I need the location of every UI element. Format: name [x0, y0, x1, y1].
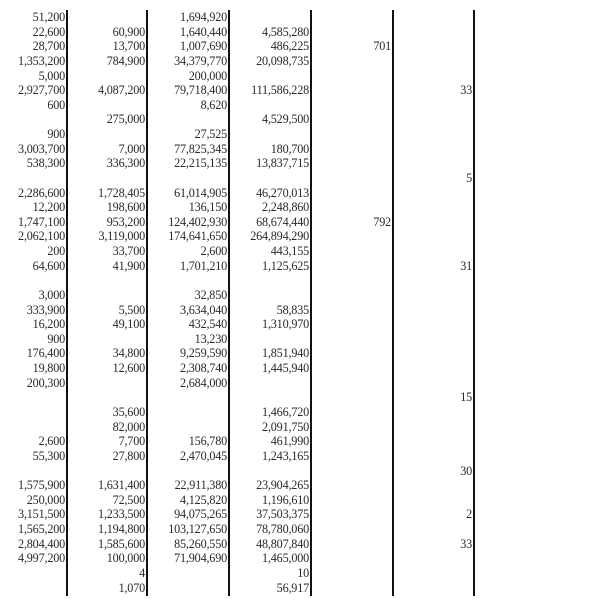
table-cell-col-6: 33 — [460, 83, 472, 98]
table-cell-col-3: 27,525 — [194, 127, 227, 142]
table-cell-col-4: 20,098,735 — [256, 53, 309, 68]
table-cell-col-4: 1,310,970 — [262, 317, 309, 332]
table-row — [0, 69, 600, 84]
table-cell-col-3: 22,215,135 — [174, 156, 227, 171]
table-row — [0, 522, 600, 537]
table-row — [0, 434, 600, 449]
table-cell-col-2: 35,600 — [112, 405, 145, 419]
table-cell-col-3: 79,718,400 — [174, 83, 227, 98]
table-row — [0, 39, 600, 54]
table-cell-col-1: 1,747,100 — [18, 214, 65, 229]
table-cell-col-2: 4 — [139, 565, 145, 580]
table-cell-col-1: 4,997,200 — [18, 551, 65, 566]
table-cell-col-4: 4,529,500 — [262, 112, 309, 127]
table-row — [0, 537, 600, 552]
table-cell-col-2: 1,631,400 — [98, 478, 145, 493]
table-row — [0, 346, 600, 361]
table-cell-col-2: 27,800 — [112, 448, 145, 463]
table-cell-col-3: 103,127,650 — [168, 522, 227, 537]
table-cell-col-2: 72,500 — [112, 492, 145, 507]
table-row — [0, 156, 600, 171]
table-row — [0, 332, 600, 347]
table-cell-col-1: 1,565,200 — [18, 522, 65, 537]
table-cell-col-1: 900 — [47, 331, 65, 346]
table-row — [0, 186, 600, 201]
table-cell-col-3: 200,000 — [188, 68, 227, 83]
table-cell-col-2: 49,100 — [112, 317, 145, 332]
table-row — [0, 493, 600, 508]
table-cell-col-3: 34,379,770 — [174, 53, 227, 68]
table-row — [0, 551, 600, 566]
table-row — [0, 449, 600, 464]
table-cell-col-1: 2,062,100 — [18, 229, 65, 244]
table-cell-col-6: 5 — [466, 170, 472, 185]
table-cell-col-4: 180,700 — [270, 141, 309, 156]
table-cell-col-4: 2,248,860 — [262, 200, 309, 215]
table-cell-col-4: 1,445,940 — [262, 361, 309, 376]
table-cell-col-2: 4,087,200 — [98, 83, 145, 98]
table-cell-col-2: 33,700 — [112, 244, 145, 259]
table-cell-col-4: 1,466,720 — [262, 405, 309, 419]
table-row — [0, 581, 600, 596]
table-row — [0, 215, 600, 230]
table-cell-col-4: 10 — [297, 565, 309, 580]
table-cell-col-4: 461,990 — [270, 434, 309, 449]
table-cell-col-1: 538,300 — [26, 156, 65, 171]
table-cell-col-3: 1,694,920 — [180, 10, 227, 24]
table-cell-col-1: 250,000 — [26, 492, 65, 507]
table-cell-col-1: 1,575,900 — [18, 478, 65, 493]
table-cell-col-4: 23,904,265 — [256, 478, 309, 493]
table-cell-col-4: 58,835 — [276, 302, 309, 317]
table-cell-col-2: 13,700 — [112, 39, 145, 54]
table-cell-col-1: 333,900 — [26, 302, 65, 317]
table-cell-col-1: 3,151,500 — [18, 507, 65, 522]
table-cell-col-4: 486,225 — [270, 39, 309, 54]
table-row — [0, 244, 600, 259]
table-cell-col-3: 32,850 — [194, 287, 227, 302]
table-cell-col-2: 7,700 — [118, 434, 145, 449]
table-row — [0, 405, 600, 420]
table-row — [0, 127, 600, 142]
table-cell-col-4: 1,196,610 — [262, 492, 309, 507]
table-cell-col-5: 792 — [373, 214, 391, 229]
table-cell-col-3: 61,014,905 — [174, 185, 227, 200]
table-row — [0, 376, 600, 391]
table-cell-col-3: 136,150 — [188, 200, 227, 215]
table-cell-col-6: 31 — [460, 258, 472, 273]
table-row — [0, 390, 600, 405]
table-row — [0, 83, 600, 98]
table-cell-col-2: 7,000 — [118, 141, 145, 156]
table-cell-col-6: 2 — [466, 507, 472, 522]
table-row — [0, 507, 600, 522]
table-cell-col-4: 78,780,060 — [256, 522, 309, 537]
table-cell-col-3: 124,402,930 — [168, 214, 227, 229]
table-cell-col-3: 9,259,590 — [180, 346, 227, 361]
table-cell-col-4: 48,807,840 — [256, 536, 309, 551]
table-cell-col-1: 200,300 — [26, 375, 65, 390]
table-cell-col-2: 82,000 — [112, 419, 145, 434]
table-cell-col-1: 22,600 — [32, 24, 65, 39]
table-cell-col-1: 64,600 — [32, 258, 65, 273]
table-cell-col-2: 12,600 — [112, 361, 145, 376]
table-cell-col-2: 1,070 — [118, 580, 145, 595]
table-cell-col-1: 3,000 — [38, 287, 65, 302]
table-cell-col-4: 56,917 — [276, 580, 309, 595]
table-row — [0, 361, 600, 376]
table-cell-col-2: 1,194,800 — [98, 522, 145, 537]
table-cell-col-3: 1,701,210 — [180, 258, 227, 273]
table-cell-col-3: 1,007,690 — [180, 39, 227, 54]
table-cell-col-3: 71,904,690 — [174, 551, 227, 566]
table-cell-col-2: 275,000 — [106, 112, 145, 127]
table-row — [0, 478, 600, 493]
table-cell-col-2: 60,900 — [112, 24, 145, 39]
table-cell-col-6: 33 — [460, 536, 472, 551]
table-cell-col-3: 156,780 — [188, 434, 227, 449]
table-cell-col-2: 41,900 — [112, 258, 145, 273]
table-cell-col-4: 264,894,290 — [250, 229, 309, 244]
table-cell-col-3: 2,308,740 — [180, 361, 227, 376]
table-row — [0, 54, 600, 69]
table-cell-col-1: 176,400 — [26, 346, 65, 361]
table-cell-col-1: 2,927,700 — [18, 83, 65, 98]
table-cell-col-1: 2,804,400 — [18, 536, 65, 551]
table-row — [0, 98, 600, 113]
table-row — [0, 273, 600, 288]
table-cell-col-4: 37,503,375 — [256, 507, 309, 522]
table-cell-col-3: 77,825,345 — [174, 141, 227, 156]
table-cell-col-2: 784,900 — [106, 53, 145, 68]
table-cell-col-1: 600 — [47, 97, 65, 112]
table-cell-col-1: 51,200 — [32, 10, 65, 24]
table-row — [0, 288, 600, 303]
table-cell-col-3: 1,640,440 — [180, 24, 227, 39]
table-row — [0, 25, 600, 40]
table-cell-col-1: 55,300 — [32, 448, 65, 463]
table-cell-col-3: 2,684,000 — [180, 375, 227, 390]
table-cell-col-3: 4,125,820 — [180, 492, 227, 507]
table-row — [0, 566, 600, 581]
table-cell-col-2: 5,500 — [118, 302, 145, 317]
table-cell-col-1: 200 — [47, 244, 65, 259]
table-cell-col-4: 1,243,165 — [262, 448, 309, 463]
table-cell-col-3: 94,075,265 — [174, 507, 227, 522]
table-cell-col-6: 15 — [460, 390, 472, 405]
table-cell-col-4: 1,125,625 — [262, 258, 309, 273]
table-row — [0, 171, 600, 186]
table-cell-col-3: 432,540 — [188, 317, 227, 332]
table-cell-col-2: 953,200 — [106, 214, 145, 229]
table-cell-col-4: 13,837,715 — [256, 156, 309, 171]
table-cell-col-6: 30 — [460, 463, 472, 478]
table-row — [0, 464, 600, 479]
table-row — [0, 420, 600, 435]
table-row — [0, 317, 600, 332]
table-cell-col-2: 34,800 — [112, 346, 145, 361]
table-cell-col-5: 701 — [373, 39, 391, 54]
table-cell-col-4: 1,465,000 — [262, 551, 309, 566]
table-cell-col-3: 85,260,550 — [174, 536, 227, 551]
table-cell-col-4: 68,674,440 — [256, 214, 309, 229]
table-row — [0, 142, 600, 157]
table-cell-col-3: 13,230 — [194, 331, 227, 346]
table-cell-col-3: 2,470,045 — [180, 448, 227, 463]
table-cell-col-2: 1,585,600 — [98, 536, 145, 551]
table-cell-col-1: 16,200 — [32, 317, 65, 332]
table-cell-col-3: 2,600 — [200, 244, 227, 259]
table-row — [0, 200, 600, 215]
table-cell-col-1: 1,353,200 — [18, 53, 65, 68]
table-cell-col-4: 46,270,013 — [256, 185, 309, 200]
table-cell-col-2: 1,233,500 — [98, 507, 145, 522]
table-cell-col-2: 198,600 — [106, 200, 145, 215]
table-cell-col-4: 2,091,750 — [262, 419, 309, 434]
table-cell-col-4: 443,155 — [270, 244, 309, 259]
table-cell-col-1: 12,200 — [32, 200, 65, 215]
table-cell-col-4: 1,851,940 — [262, 346, 309, 361]
table-cell-col-3: 22,911,380 — [174, 478, 227, 493]
table-cell-col-2: 1,728,405 — [98, 185, 145, 200]
table-row — [0, 303, 600, 318]
table-cell-col-4: 111,586,228 — [251, 83, 309, 98]
table-cell-col-1: 19,800 — [32, 361, 65, 376]
table-cell-col-1: 2,600 — [38, 434, 65, 449]
table-cell-col-2: 3,119,000 — [98, 229, 145, 244]
table-cell-col-1: 28,700 — [32, 39, 65, 54]
table-cell-col-3: 8,620 — [200, 97, 227, 112]
table-cell-col-2: 336,300 — [106, 156, 145, 171]
table-cell-col-1: 3,003,700 — [18, 141, 65, 156]
table-row — [0, 10, 600, 25]
table-row — [0, 229, 600, 244]
table-cell-col-2: 100,000 — [106, 551, 145, 566]
table-cell-col-1: 5,000 — [38, 68, 65, 83]
table-cell-col-1: 900 — [47, 127, 65, 142]
table-cell-col-3: 3,634,040 — [180, 302, 227, 317]
table-cell-col-4: 4,585,280 — [262, 24, 309, 39]
table-row — [0, 259, 600, 274]
table-cell-col-1: 2,286,600 — [18, 185, 65, 200]
table-row — [0, 112, 600, 127]
table-cell-col-3: 174,641,650 — [168, 229, 227, 244]
